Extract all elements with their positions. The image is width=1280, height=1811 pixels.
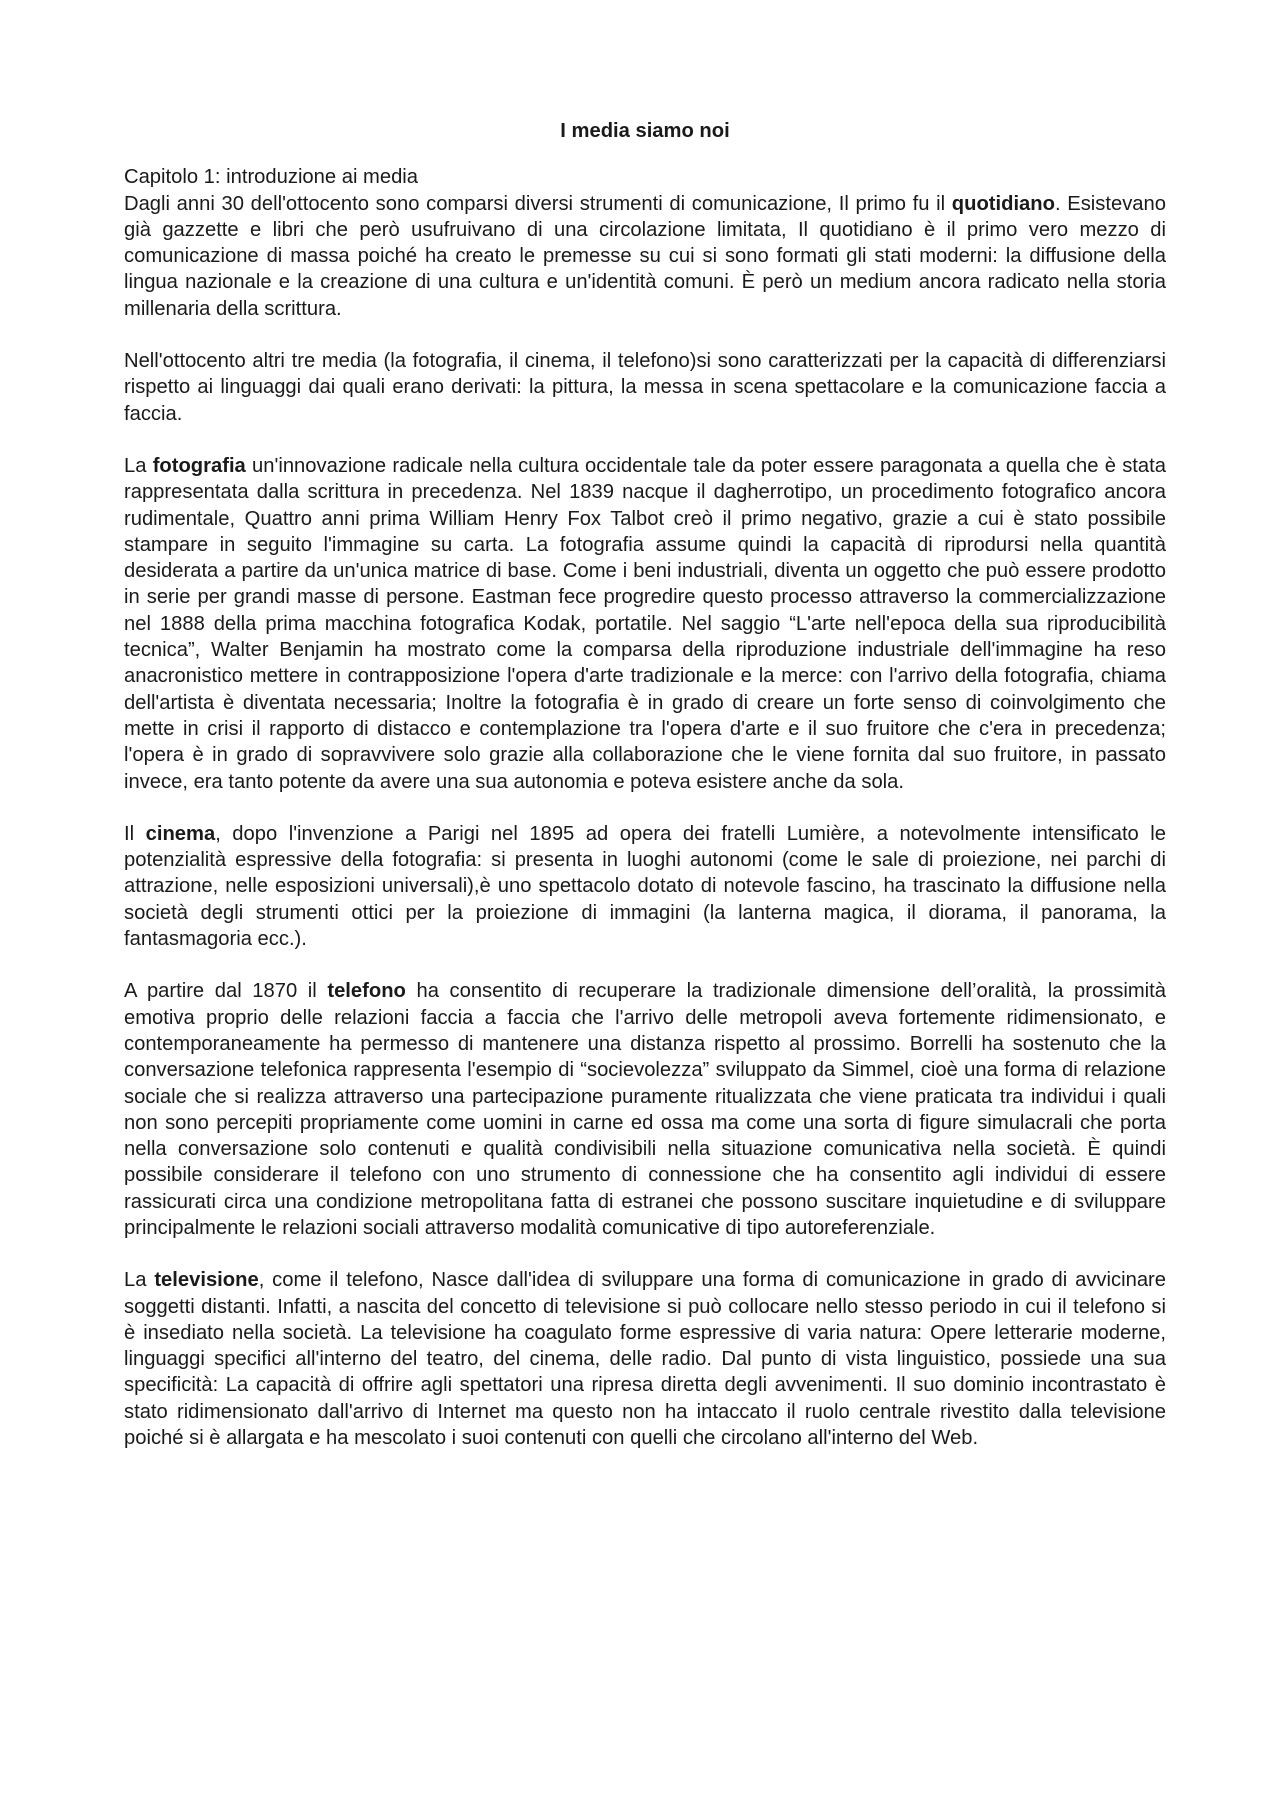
paragraph-media-ottocento [124,348,1166,427]
paragraph-text: ha consentito di recuperare la tradizionale dimensione dell’oralità, la prossimità emotiva proprio delle relazioni faccia a faccia che l'arrivo delle metropoli aveva fortemente ridimensionato, e contemporaneamente ha permesso di mantenere una distanza rispetto al prossimo. Borrelli ha sostenuto che la conversazione telefonica rappresenta l'esempio di “socievolezza” sviluppato da Simmel, cioè una forma di relazione sociale che si realizza attraverso una partecipazione puramente ritualizzata che viene praticata tra individui i quali non sono percepiti propriamente come uomini in carne ed ossa ma come una sorta di figure simulacrali che porta nella conversazione solo contenuti e qualità condivisibili nella situazione comunicativa nella società. È quindi possibile considerare il telefono con uno strumento di connessione che ha consentito agli individui di essere rassicurati circa una condizione metropolitana fatta di estranei che possono suscitare inquietudine e di sviluppare principalmente le relazioni sociali attraverso modalità comunicative di tipo autoreferenziale. [124,980,1167,1239]
keyword-telefono: telefono [327,980,406,1003]
chapter-heading: Capitolo 1: introduzione ai media [124,166,419,189]
paragraph-text: A partire dal 1870 il [124,980,328,1003]
document-title: I media siamo noi [560,120,730,142]
paragraph-text: La [124,1269,155,1292]
keyword-cinema: cinema [145,822,216,845]
paragraph-telefono [124,978,1166,1241]
paragraph-televisione [124,1267,1166,1451]
paragraph-text: . Esistevano già gazzette e libri che però usufruivano di una circolazione limitata, Il quotidiano è il primo vero mezzo di comunicazione di massa poiché ha creato le premesse su cui si sono formati gli stati moderni: la diffusione della lingua nazionale e la creazione di una cultura e un'identità comuni. È però un medium ancora radicato nella storia millenaria della scrittura. [124,192,1166,320]
paragraph-text: Il [124,822,146,845]
paragraph-text: Dagli anni 30 dell'ottocento sono comparsi diversi strumenti di comunicazione, Il primo fu il [124,192,952,215]
paragraph-quotidiano [124,191,1166,322]
keyword-quotidiano: quotidiano [951,192,1055,215]
paragraph-text: Nell'ottocento altri tre media (la fotografia, il cinema, il telefono)si sono caratterizzati per la capacità di differenziarsi rispetto ai linguaggi dai quali erano derivati: la pittura, la messa in scena spettacolare e la comunicazione faccia a faccia. [124,350,1166,425]
paragraph-text: un'innovazione radicale nella cultura occidentale tale da poter essere paragonata a quella che è stata rappresentata dalla scrittura in precedenza. Nel 1839 nacque il dagherrotipo, un procedimento fotografico ancora rudimentale, Quattro anni prima William Henry Fox Talbot creò il primo negativo, grazie a cui è stato possibile stampare in seguito l'immagine su carta. La fotografia assume quindi la capacità di riprodursi nella quantità desiderata a partire da un'unica matrice di base. Come i beni industriali, diventa un oggetto che può essere prodotto in serie per grandi masse di persone. Eastman fece progredire questo processo attraverso la commercializzazione nel 1888 della prima macchina fotografica Kodak, portatile. Nel saggio “L'arte nell'epoca della sua riproducibilità tecnica”, Walter Benjamin ha mostrato come la comparsa della riproduzione industriale dell'immagine ha reso anacronistico mettere in contrapposizione l'opera d'arte tradizionale e la merce: con l'arrivo della fotografia, chiama dell'artista è diventata necessaria; Inoltre la fotografia è in grado di creare un forte senso di coinvolgimento che mette in crisi il rapporto di distacco e contemplazione tra l'opera d'arte e il suo fruitore che c'era in precedenza; l'opera è in grado di sopravvivere solo grazie alla collaborazione che le viene fornita dal suo fruitore, in passato invece, era tanto potente da avere una sua autonomia e poteva esistere anche da sola. [124,454,1166,793]
keyword-fotografia: fotografia [152,454,246,477]
keyword-televisione: televisione [154,1269,259,1292]
paragraph-fotografia [124,453,1166,795]
paragraph-text: , dopo l'invenzione a Parigi nel 1895 ad opera dei fratelli Lumière, a notevolmente intensificato le potenzialità espressive della fotografia: si presenta in luoghi autonomi (come le sale di proiezione, nei parchi di attrazione, nelle esposizioni universali),è uno spettacolo dotato di notevole fascino, ha trascinato la diffusione nella società degli strumenti ottici per la proiezione di immagini (la lanterna magica, il diorama, il panorama, la fantasmagoria ecc.). [124,822,1166,951]
document-page [124,118,1166,1477]
paragraph-cinema [124,821,1166,952]
paragraph-text: , come il telefono, Nasce dall'idea di sviluppare una forma di comunicazione in grado di avvicinare soggetti distanti. Infatti, a nascita del concetto di televisione si può collocare nello stesso periodo in cui il telefono si è insediato nella società. La televisione ha coagulato forme espressive di varia natura: Opere letterarie moderne, linguaggi specifici all'interno del teatro, del cinema, delle radio. Dal punto di vista linguistico, possiede una sua specificità: La capacità di offrire agli spettatori una ripresa diretta degli avvenimenti. Il suo dominio incontrastato è stato ridimensionato dall'arrivo di Internet ma questo non ha intaccato il ruolo centrale rivestito dalla televisione poiché si è allargata e ha mescolato i suoi contenuti con quelli che circolano all'interno del Web. [124,1269,1166,1450]
paragraph-text: La [124,454,153,477]
